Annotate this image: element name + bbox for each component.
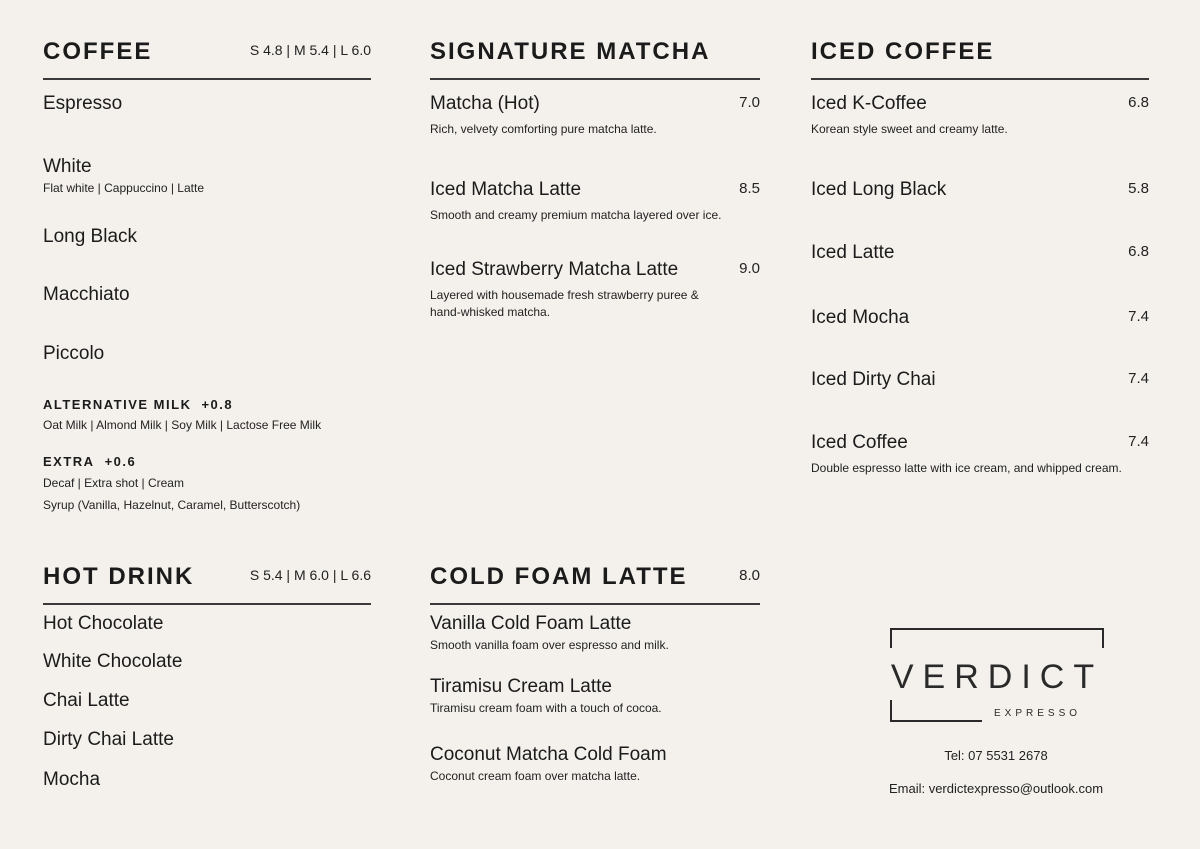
menu-item [43, 284, 371, 306]
menu-item [43, 769, 371, 791]
item-name: Iced K-Coffee [811, 93, 927, 114]
item-price: 6.8 [1128, 243, 1149, 260]
menu-item [811, 179, 1149, 201]
item-name: Vanilla Cold Foam Latte [430, 613, 632, 634]
item-desc: Korean style sweet and creamy latte. [811, 122, 1008, 136]
extra-options: Decaf | Extra shot | Cream [43, 476, 184, 490]
item-name: White Chocolate [43, 651, 183, 672]
matcha-section [430, 38, 760, 319]
matcha-header [430, 38, 760, 80]
hot-price: S 5.4 | M 6.0 | L 6.6 [249, 567, 371, 583]
item-name: Macchiato [43, 284, 130, 305]
syrup-options: Syrup (Vanilla, Hazelnut, Caramel, Butterscotch) [43, 498, 301, 512]
item-name: Iced Matcha Latte [430, 179, 582, 200]
foam-section [430, 563, 760, 783]
item-desc: Double espresso latte with ice cream, and whipped cream. [811, 461, 1122, 475]
contact-email: Email: verdictexpresso@outlook.com [888, 781, 1104, 796]
menu-item [43, 690, 371, 712]
item-desc-line: hand-whisked matcha. [430, 305, 551, 319]
item-name: Iced Dirty Chai [811, 369, 936, 390]
item-name: Iced Mocha [811, 307, 910, 328]
item-name: Hot Chocolate [43, 613, 164, 634]
extra-price: +0.6 [104, 454, 137, 469]
item-desc [430, 287, 760, 321]
alt-milk-label: ALTERNATIVE MILK [43, 397, 192, 412]
menu-item [430, 259, 760, 321]
hot-section [43, 563, 371, 790]
foam-price: 8.0 [739, 567, 760, 584]
extra-label: EXTRA [43, 454, 95, 469]
item-price: 8.5 [739, 180, 760, 197]
menu-item [43, 343, 371, 365]
alt-milk-price: +0.8 [201, 397, 234, 412]
item-name: Iced Strawberry Matcha Latte [430, 259, 679, 280]
menu-item [430, 179, 760, 224]
item-price: 5.8 [1128, 180, 1149, 197]
hot-title: HOT DRINK [43, 563, 195, 590]
item-name: Mocha [43, 769, 101, 790]
foam-header [430, 563, 760, 605]
item-price: 9.0 [739, 260, 760, 277]
item-name: Iced Latte [811, 242, 895, 263]
item-name: Chai Latte [43, 690, 130, 711]
item-price: 6.8 [1128, 94, 1149, 111]
matcha-title: SIGNATURE MATCHA [430, 38, 711, 65]
brand-logo [890, 628, 1102, 722]
menu-item [430, 613, 760, 654]
logo-frame-bottom [890, 700, 982, 722]
item-name: Espresso [43, 93, 123, 114]
menu-item [430, 744, 760, 785]
item-price: 7.0 [739, 94, 760, 111]
item-price: 7.4 [1128, 370, 1149, 387]
hot-header [43, 563, 371, 605]
menu-item [43, 729, 371, 751]
coffee-section [43, 38, 371, 512]
coffee-price: S 4.8 | M 5.4 | L 6.0 [249, 42, 371, 58]
extra-heading [43, 454, 371, 469]
menu-item [811, 93, 1149, 138]
item-price: 7.4 [1128, 433, 1149, 450]
iced-header [811, 38, 1149, 80]
menu-item [430, 676, 760, 717]
item-name: Piccolo [43, 343, 105, 364]
item-name: Iced Long Black [811, 179, 947, 200]
contact-phone: Tel: 07 5531 2678 [944, 748, 1048, 763]
item-desc: Smooth and creamy premium matcha layered over ice. [430, 208, 722, 222]
menu-item [811, 242, 1149, 264]
menu-item [43, 156, 371, 195]
item-desc: Coconut cream foam over matcha latte. [430, 769, 641, 783]
item-name: Dirty Chai Latte [43, 729, 174, 750]
coffee-header [43, 38, 371, 80]
menu-item [43, 93, 371, 115]
menu-item [43, 226, 371, 248]
logo-frame-top [890, 628, 1104, 648]
item-desc: Smooth vanilla foam over espresso and milk. [430, 638, 669, 652]
menu-item [811, 432, 1149, 477]
item-desc: Rich, velvety comforting pure matcha latte. [430, 122, 657, 136]
item-name: Long Black [43, 226, 138, 247]
item-name: Tiramisu Cream Latte [430, 676, 612, 697]
item-sub: Flat white | Cappuccino | Latte [43, 181, 204, 195]
menu-item [43, 613, 371, 635]
item-name: Coconut Matcha Cold Foam [430, 744, 667, 765]
item-name: Matcha (Hot) [430, 93, 540, 114]
menu-item [430, 93, 760, 138]
item-price: 7.4 [1128, 308, 1149, 325]
foam-title: COLD FOAM LATTE [430, 563, 688, 590]
alt-milk-options: Oat Milk | Almond Milk | Soy Milk | Lactose Free Milk [43, 418, 322, 432]
alt-milk-heading [43, 397, 371, 412]
logo-name: VERDICT [890, 658, 1104, 696]
extra-block [43, 454, 371, 516]
item-desc: Tiramisu cream foam with a touch of cocoa. [430, 701, 662, 715]
iced-section [811, 38, 1149, 475]
alt-milk-block [43, 397, 371, 436]
menu-item [43, 651, 371, 673]
item-desc-line: Layered with housemade fresh strawberry puree & [430, 288, 699, 302]
logo-subtitle: EXPRESSO [994, 708, 1082, 719]
item-name: Iced Coffee [811, 432, 908, 453]
menu-item [811, 369, 1149, 391]
iced-title: ICED COFFEE [811, 38, 995, 65]
menu-item [811, 307, 1149, 329]
item-name: White [43, 156, 92, 177]
coffee-title: COFFEE [43, 38, 153, 65]
